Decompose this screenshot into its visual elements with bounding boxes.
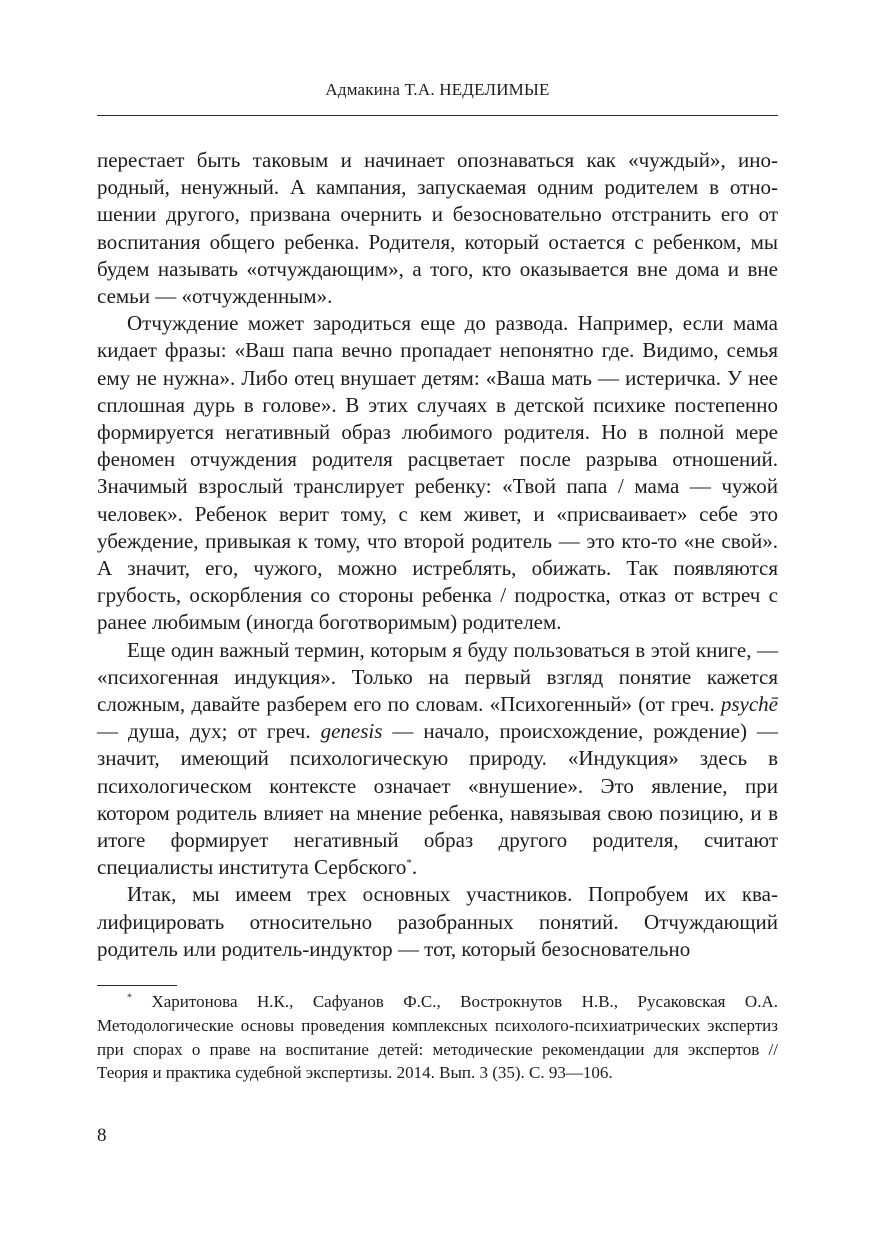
page-number: 8	[97, 1125, 107, 1146]
paragraph-3	[97, 637, 778, 882]
term-psyche: psychē	[720, 692, 778, 717]
paragraph-3-text-c: — начало, происхождение, рождение) — значит, имеющий психологическую природу. «Индукция» здесь в психологическом контексте означает «внушение». Это явление, при котором родитель влияет на мнение ребенка, навязывая свою позицию, и в итоге формирует негативный образ другого родителя, считают специалисты института Сербского	[97, 719, 778, 880]
running-head: Адмакина Т.А. НЕДЕЛИМЫЕ	[325, 80, 550, 99]
body-text	[97, 147, 778, 963]
paragraph-4: Итак, мы имеем трех основных участников. Попробуем их квалифицировать относительно разобранных понятий. Отчуждающий родитель или родитель-индуктор — тот, который безосновательно	[97, 882, 778, 961]
footnote-text	[97, 990, 778, 1085]
footnote-mark: *	[127, 992, 132, 1004]
footnote-citation: Харитонова Н.К., Сафуанов Ф.С., Вострокнутов Н.В., Русаковская О.А. Методологические основы проведения комплексных психолого-психиатрических экспертиз при спорах о праве на воспитание детей: методические рекомендации для экспертов // Теория и практика судебной экспертизы. 2014. Вып. 3 (35). С. 93—106.	[97, 992, 778, 1083]
paragraph-2: Отчуждение может зародиться еще до развода. Например, если мама кидает фразы: «Ваш папа вечно пропадает непонятно где. Видимо, семья ему не нужна». Либо отец внушает детям: «Ваша мать — истеричка. У нее сплошная дурь в голове». В этих случаях в детской психике постепенно формируется негативный образ любимого родителя. Но в полной мере феномен отчуждения родителя расцветает после разрыва отношений. Значимый взрослый транслирует ребенку: «Твой папа / мама — чужой человек». Ребенок верит тому, с кем живет, и «присваивает» себе это убеждение, привыкая к тому, что второй родитель — это кто-то «не свой». А значит, его, чужого, можно истреблять, обижать. Так появляются грубость, оскорбления со стороны ребенка / подростка, отказ от встреч с ранее любимым (иногда боготворимым) родителем.	[97, 311, 778, 635]
paragraph-3-text-a: Еще один важный термин, которым я буду пользоваться в этой книге, — «психогенная индукция». Только на первый взгляд понятие кажется сложным, давайте разберем его по словам. «Психогенный» (от греч.	[97, 637, 778, 717]
term-genesis: genesis	[320, 719, 383, 744]
paragraph-3-end: .	[411, 855, 418, 880]
footnote	[97, 990, 778, 1085]
paragraph-3-text-b: — душа, дух; от греч.	[97, 719, 321, 744]
paragraph-1: перестает быть таковым и начинает опознаваться как «чуждый», инородный, ненужный. А кампания, запускаемая одним родителем в отношении другого, призвана очернить и безосновательно отстранить его от воспитания общего ребенка. Родителя, который остается с ребенком, мы будем называть «отчуждающим», а того, кто оказывается вне дома и вне семьи — «отчужденным».	[97, 148, 778, 309]
footnote-reference[interactable]: *	[406, 857, 412, 870]
header-divider	[97, 115, 778, 116]
footnote-divider	[97, 985, 177, 986]
